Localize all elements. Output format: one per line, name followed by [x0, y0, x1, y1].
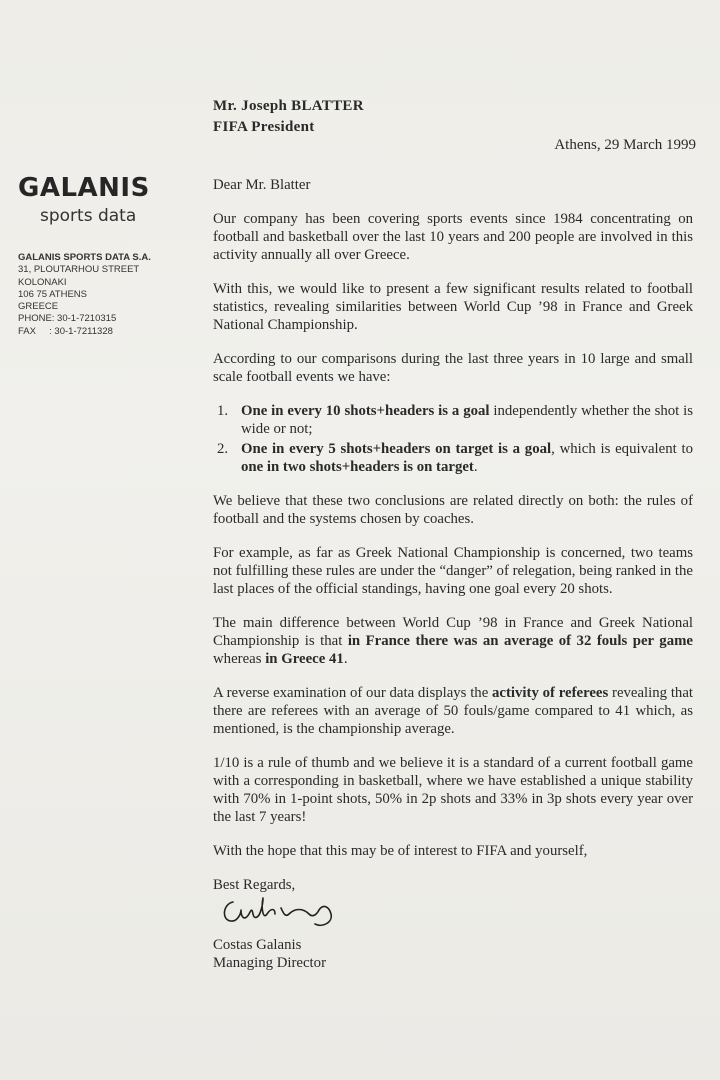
paragraph: Our company has been covering sports events since 1984 concentrating on football and basketball over the last 10 years and 200 people are involved in this activity annually all over Greece. [213, 211, 693, 263]
address-line: GREECE [18, 301, 59, 313]
paragraph-emphasis: activity of referees [492, 685, 609, 701]
list-item-text: independently whether the shot is wide or not; [241, 403, 694, 437]
paragraph-emphasis: in Greece 41 [265, 651, 344, 667]
paragraph [213, 684, 693, 738]
recipient-title: FIFA President [213, 119, 315, 135]
paragraph-text: whereas [213, 651, 266, 667]
company-logo-name: GALANIS [18, 173, 150, 203]
company-logo-tagline: sports data [40, 206, 137, 226]
recipient-name: Mr. Joseph BLATTER [213, 98, 364, 114]
letter-body [213, 176, 693, 972]
list-item [213, 402, 693, 438]
address-line: 31, PLOUTARHOU STREET [18, 264, 140, 276]
list-item-emphasis: one in two shots+headers is on target [241, 459, 474, 475]
paragraph-text: A reverse examination of our data displays the [213, 685, 493, 701]
address-line: PHONE: 30-1-7210315 [18, 313, 117, 325]
paragraph-text: . [343, 651, 348, 667]
paragraph [213, 614, 693, 668]
address-line: GALANIS SPORTS DATA S.A. [18, 252, 151, 263]
letter-date: Athens, 29 March 1999 [554, 137, 696, 153]
letterhead [18, 172, 168, 338]
paragraph-text: The main difference between World Cup ’98 in France and Greek National Championship is that [213, 615, 693, 649]
paragraph: 1/10 is a rule of thumb and we believe it is a standard of a current football game with a corresponding in basketball, where we have established a unique stability with 70% in 1-point shots, 50% in 2p shots and 33% in 3p shots every year over the last 7 years! [213, 755, 693, 825]
address-line: 106 75 ATHENS [18, 288, 88, 300]
paragraph-text: revealing that there are referees with an average of 50 fouls/game compared to 41 which, as mentioned, is the championship average. [213, 685, 694, 737]
signer-title: Managing Director [213, 955, 326, 971]
paragraph: With this, we would like to present a few significant results related to football statistics, revealing similarities between World Cup ’98 in France and Greek National Championship. [213, 281, 693, 333]
paragraph: For example, as far as Greek National Championship is concerned, two teams not fulfilling these rules are under the “danger” of relegation, being ranked in the last places of the official standings, having one goal every 20 shots. [213, 545, 693, 597]
address-line: FAX : 30-1-7211328 [18, 325, 113, 337]
closing-regards: Best Regards, [213, 877, 296, 893]
paragraph: With the hope that this may be of interest to FIFA and yourself, [213, 843, 588, 859]
list-item-text: , which is equivalent to [551, 441, 693, 457]
company-address [18, 252, 168, 338]
salutation: Dear Mr. Blatter [213, 177, 311, 193]
list-item [213, 440, 693, 476]
address-line: KOLONAKI [18, 276, 67, 288]
paragraph: We believe that these two conclusions are related directly on both: the rules of football and the systems chosen by coaches. [213, 493, 693, 527]
list-item-emphasis: One in every 5 shots+headers on target is a goal [241, 441, 552, 457]
signer-name: Costas Galanis [213, 937, 302, 953]
list-item-text: . [473, 459, 478, 475]
recipient-block [213, 96, 364, 138]
paragraph-emphasis: in France there was an average of 32 fouls per game [347, 633, 693, 649]
list-number: 2. [217, 441, 229, 457]
closing-block [213, 876, 693, 972]
paragraph: According to our comparisons during the last three years in 10 large and small scale football events we have: [213, 351, 693, 385]
findings-list [213, 402, 693, 476]
signature-image [219, 894, 359, 930]
list-item-emphasis: One in every 10 shots+headers is a goal [241, 403, 490, 419]
list-number: 1. [217, 403, 229, 419]
